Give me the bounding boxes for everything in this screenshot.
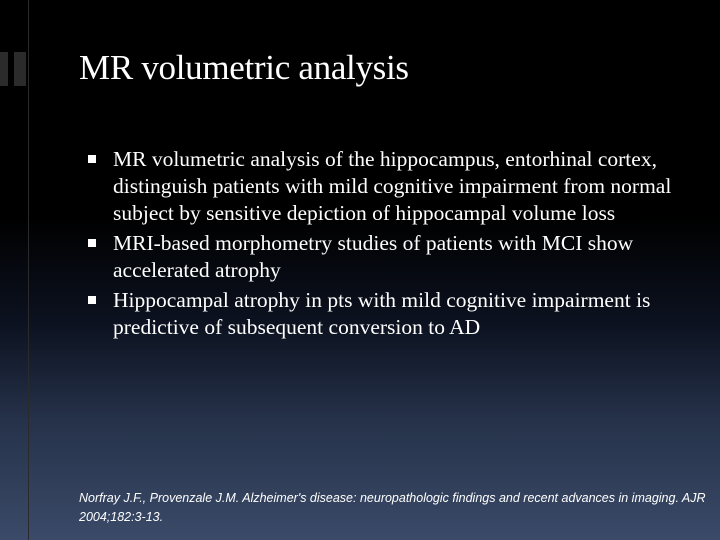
bullet-text: Hippocampal atrophy in pts with mild cognitive impairment is predictive of subsequent conversion to AD [113,288,651,339]
square-bullet-icon [88,155,96,163]
citation: Norfray J.F., Provenzale J.M. Alzheimer's disease: neuropathologic findings and recent advances in imaging. AJR 2004;182:3-13. [79,491,706,524]
bullet-item [88,146,688,227]
title-accent-block [14,52,26,86]
bullet-list [88,146,688,344]
square-bullet-icon [88,239,96,247]
left-divider-line [28,0,29,540]
title-accent-block [0,52,8,86]
bullet-text: MRI-based morphometry studies of patients with MCI show accelerated atrophy [113,231,634,282]
square-bullet-icon [88,296,96,304]
bullet-text: MR volumetric analysis of the hippocampus, entorhinal cortex, distinguish patients with mild cognitive impairment from normal subject by sensitive depiction of hippocampal volume loss [113,147,672,225]
slide-title: MR volumetric analysis [79,48,409,87]
bullet-item [88,287,688,341]
bullet-item [88,230,688,284]
